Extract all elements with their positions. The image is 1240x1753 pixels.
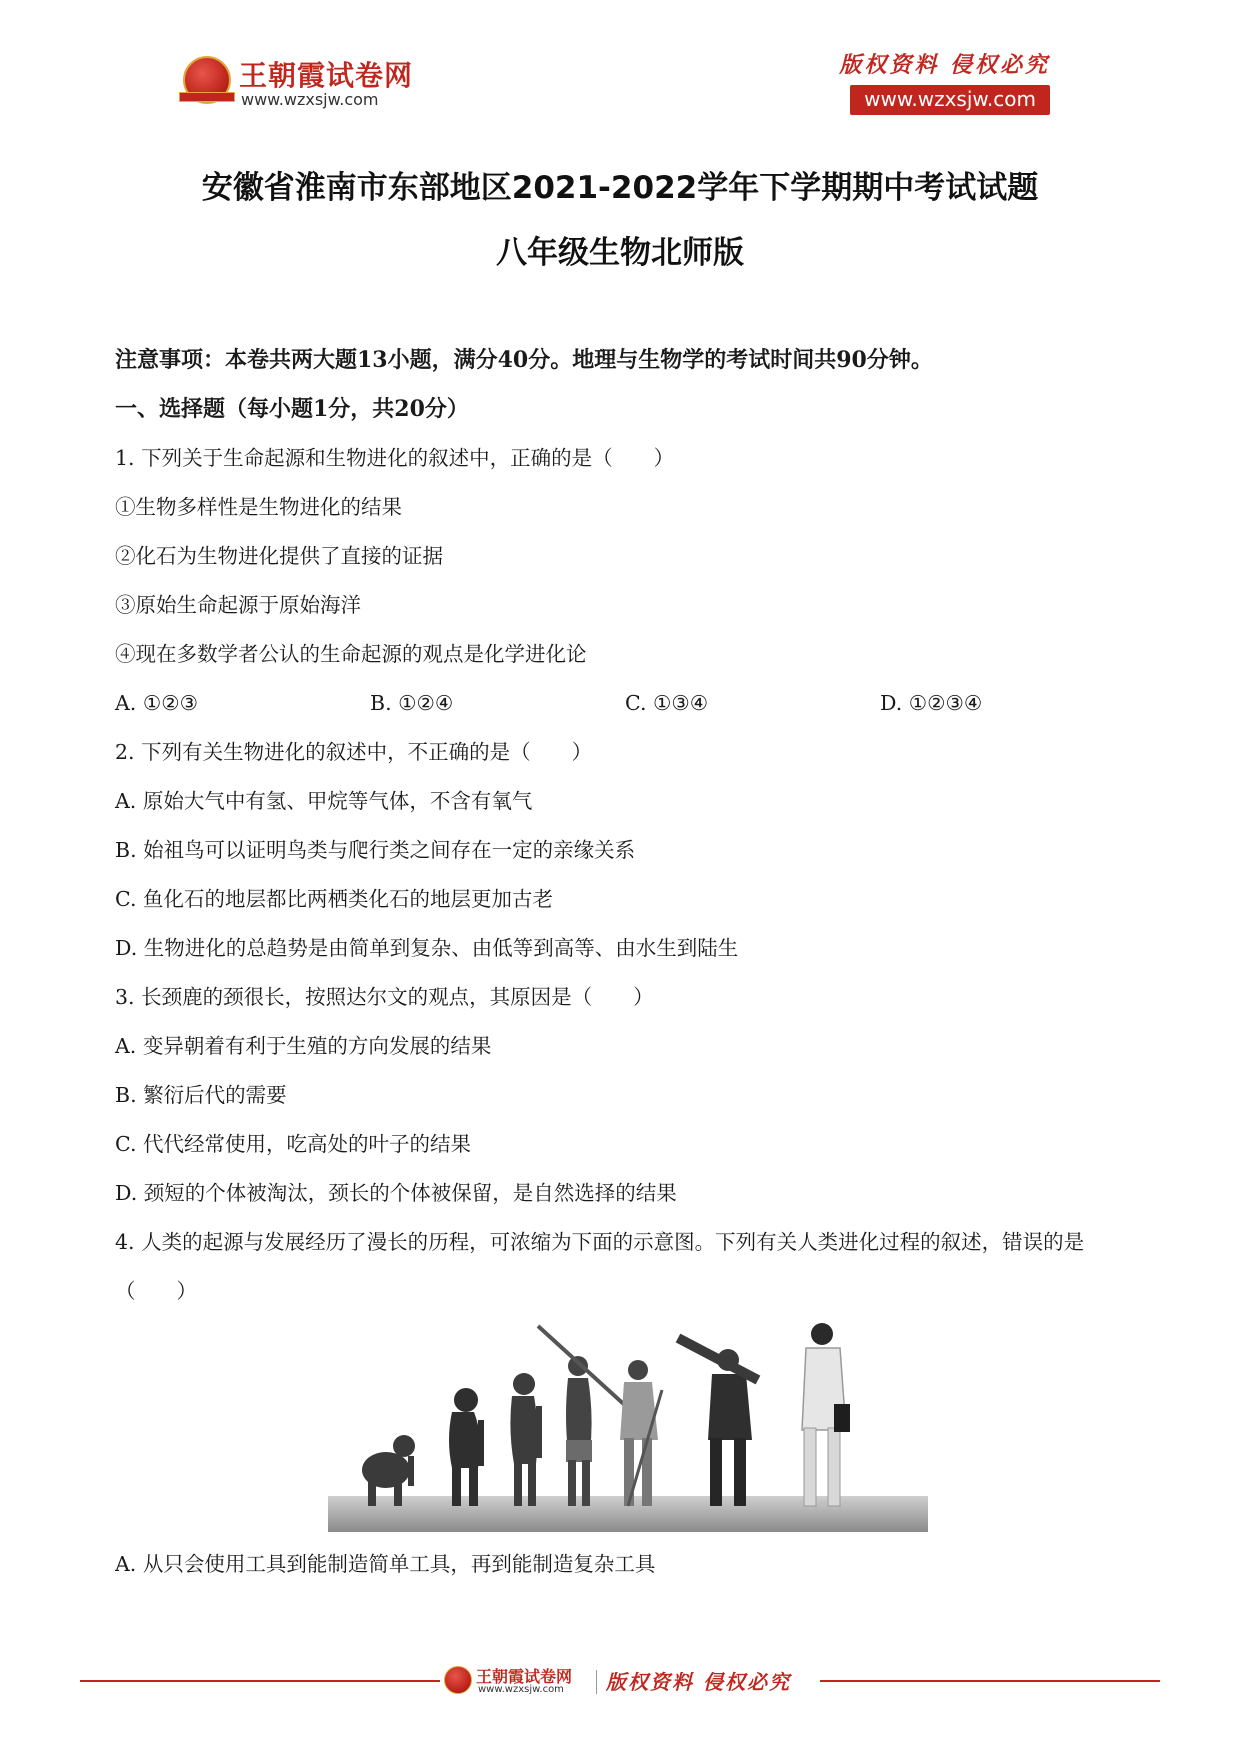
question-2-option-a: A. 原始大气中有氢、甲烷等气体，不含有氧气 [115,789,533,813]
question-1-item: ①生物多样性是生物进化的结果 [115,495,402,519]
question-2-stem: 2. 下列有关生物进化的叙述中，不正确的是（ ） [115,740,593,764]
brand-url: www.wzxsjw.com [241,90,379,109]
choice-a: A. ①②③ [115,691,198,715]
figure-modern-man [802,1323,850,1506]
question-1-stem: 1. 下列关于生命起源和生物进化的叙述中，正确的是（ ） [115,446,675,470]
brand-name: 王朝霞试卷网 [239,59,414,92]
choice-b: B. ①②④ [370,691,454,715]
question-3-option-a: A. 变异朝着有利于生殖的方向发展的结果 [115,1034,492,1058]
copyright-notice: 版权资料 侵权必究 [839,52,1050,78]
figure-homo-erectus [538,1326,628,1506]
footer-rule-left [80,1680,440,1682]
question-4-option-a: A. 从只会使用工具到能制造简单工具，再到能制造复杂工具 [115,1552,656,1576]
footer-rule-right [820,1680,1160,1682]
question-1-item: ③原始生命起源于原始海洋 [115,593,361,617]
question-1-choices [115,679,1135,728]
footer-copyright: 版权资料 侵权必究 [606,1670,791,1694]
question-3-option-c: C. 代代经常使用，吃高处的叶子的结果 [115,1132,471,1156]
header-copyright-block [820,48,1050,115]
exam-subtitle: 八年级生物北师版 [496,235,744,271]
footer-brand: 王朝霞试卷网 [476,1667,573,1686]
figure-homo-habilis [510,1373,542,1506]
question-1-item: ④现在多数学者公认的生命起源的观点是化学进化论 [115,642,587,666]
figure-early-human [620,1360,662,1506]
choice-c: C. ①③④ [625,691,709,715]
question-3-option-d: D. 颈短的个体被淘汰，颈长的个体被保留，是自然选择的结果 [115,1181,677,1205]
section-heading: 一、选择题（每小题1分，共20分） [115,396,469,422]
choice-d: D. ①②③④ [880,691,983,715]
footer-logo [440,1664,820,1700]
figure-ape [362,1435,415,1506]
question-2-option-c: C. 鱼化石的地层都比两栖类化石的地层更加古老 [115,887,553,911]
header-logo [183,52,423,114]
notice: 注意事项：本卷共两大题13小题，满分40分。地理与生物学的考试时间共90分钟。 [115,347,933,373]
exam-title: 安徽省淮南市东部地区2021-2022学年下学期期中考试试题 [201,170,1039,206]
footer-seal-icon [444,1666,472,1694]
page-footer [80,1660,1160,1700]
question-2-option-d: D. 生物进化的总趋势是由简单到复杂、由低等到高等、由水生到陆生 [115,936,739,960]
question-3-option-b: B. 繁衍后代的需要 [115,1083,287,1107]
question-3-stem: 3. 长颈鹿的颈很长，按照达尔文的观点，其原因是（ ） [115,985,654,1009]
site-url-badge: www.wzxsjw.com [850,85,1050,115]
question-4-stem: 4. 人类的起源与发展经历了漫长的历程，可浓缩为下面的示意图。下列有关人类进化过程的叙述，错误的是（ ） [115,1230,1085,1303]
human-evolution-figure [328,1320,928,1532]
figure-early-hominid [449,1388,484,1506]
seal-ribbon [179,92,235,102]
footer-url: www.wzxsjw.com [478,1684,564,1695]
question-1-item: ②化石为生物进化提供了直接的证据 [115,544,443,568]
figure-worker [678,1338,758,1506]
question-2-option-b: B. 始祖鸟可以证明鸟类与爬行类之间存在一定的亲缘关系 [115,838,636,862]
footer-separator [596,1670,597,1694]
exam-body [115,336,1135,1316]
